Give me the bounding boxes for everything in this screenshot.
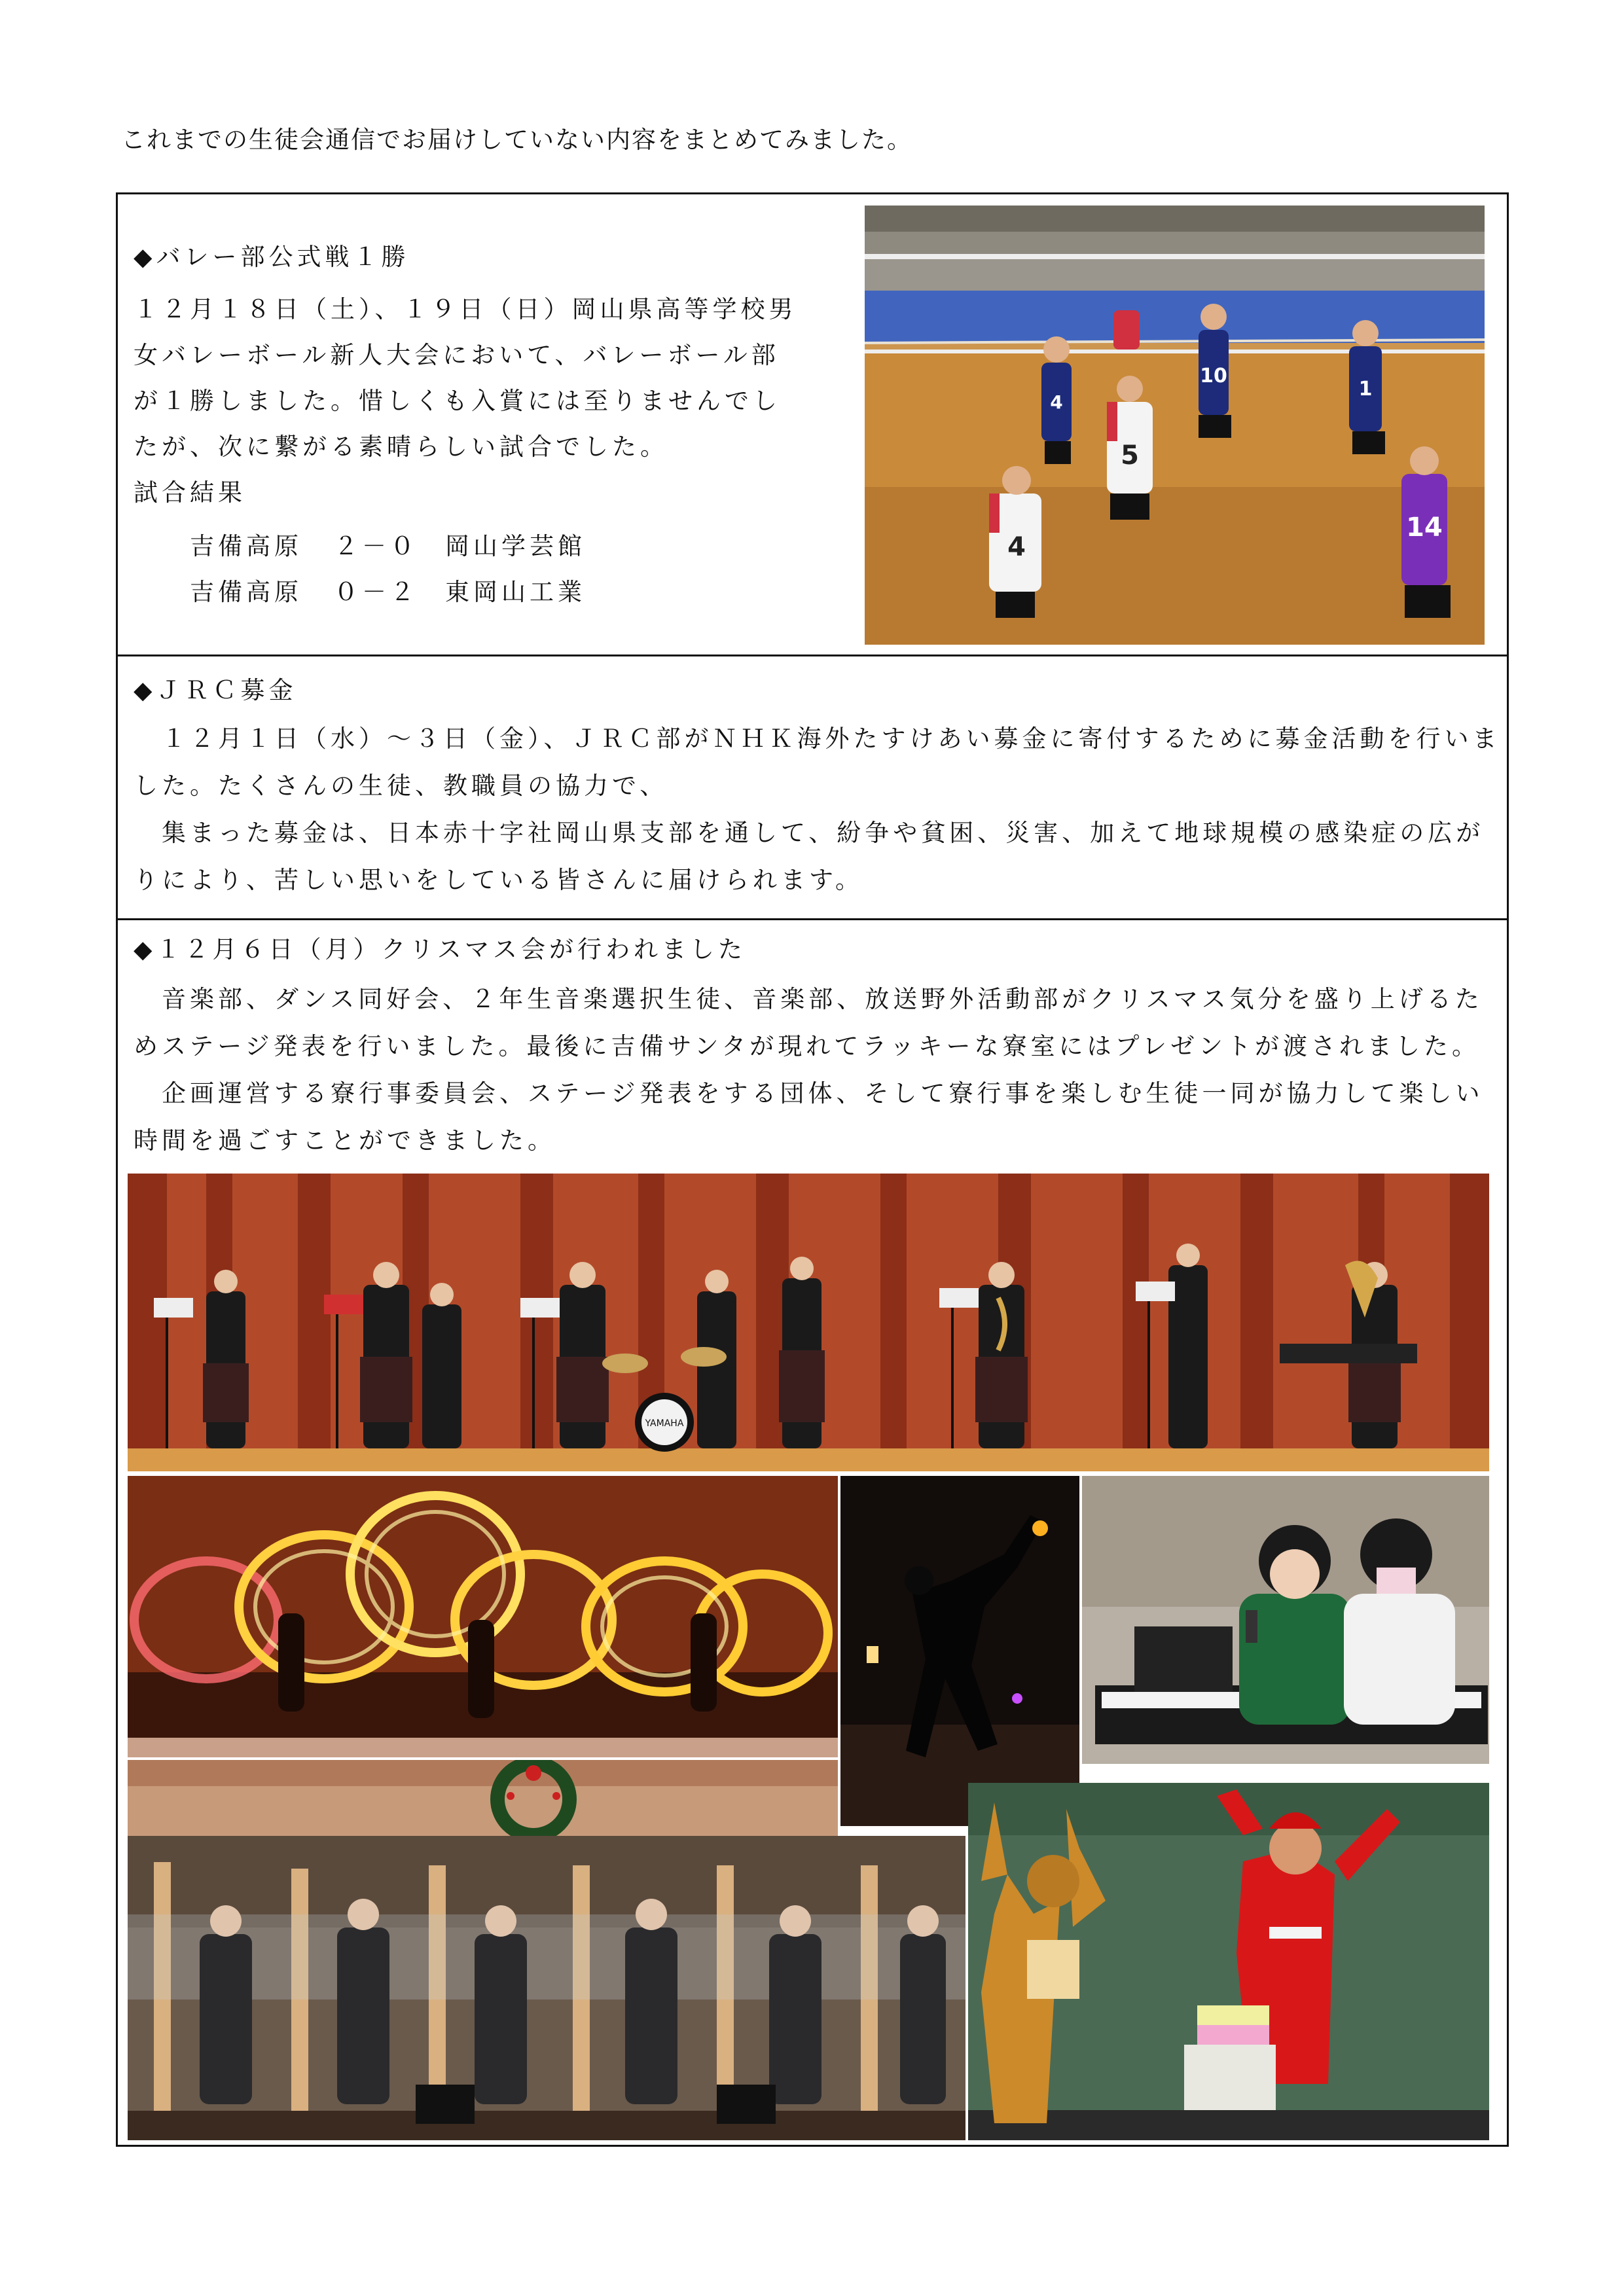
- volleyball-line-2: 女バレーボール新人大会において、バレーボール部: [134, 341, 780, 369]
- jersey-number-10: 10: [1200, 365, 1227, 387]
- section-divider: [118, 655, 1507, 656]
- jrc-line-1: １２月１日（水）～３日（金）、ＪＲＣ部がＮＨＫ海外たすけあい募金に寄付するために募金活動を行いま: [134, 725, 1501, 753]
- jersey-number-5: 5: [1121, 440, 1139, 471]
- volleyball-heading: ◆バレー部公式戦１勝: [134, 243, 410, 271]
- result-opponent: 東岡山工業: [445, 578, 586, 606]
- intro-text: これまでの生徒会通信でお届けしていない内容をまとめてみました。: [121, 126, 912, 154]
- jersey-number-14: 14: [1406, 512, 1443, 543]
- santa-photo: [968, 1783, 1489, 2140]
- christmas-heading: ◆１２月６日（月）クリスマス会が行われました: [134, 935, 746, 963]
- christmas-line-1: 音楽部、ダンス同好会、２年生音楽選択生徒、音楽部、放送野外活動部がクリスマス気分を盛り上げるた: [134, 985, 1483, 1013]
- light-dance-photo: [840, 1476, 1079, 1826]
- volleyball-line-4: たが、次に繋がる素晴らしい試合でした。: [134, 433, 668, 461]
- wreath-photo: [128, 1760, 838, 1845]
- jrc-heading: ◆ＪＲＣ募金: [134, 676, 297, 704]
- jrc-line-2: した。たくさんの生徒、教職員の協力で、: [134, 772, 668, 800]
- jrc-line-4: りにより、苦しい思いをしている皆さんに届けられます。: [134, 866, 864, 894]
- result-score: ０－２: [334, 578, 418, 606]
- piano-duo-photo: [1082, 1476, 1489, 1764]
- jersey-number-1: 1: [1358, 378, 1373, 401]
- results-label: 試合結果: [134, 478, 246, 507]
- result-team: 吉備高原: [190, 532, 302, 560]
- result-opponent: 岡山学芸館: [445, 532, 586, 560]
- christmas-line-4: 時間を過ごすことができました。: [134, 1126, 556, 1155]
- fire-dance-photo: [128, 1476, 838, 1757]
- volleyball-line-3: が１勝しました。惜しくも入賞には至りませんでし: [134, 387, 781, 415]
- music-stage-photo: [128, 1174, 1489, 1471]
- jrc-line-3: 集まった募金は、日本赤十字社岡山県支部を通して、紛争や貧困、災害、加えて地球規模の感染症の広が: [134, 819, 1485, 847]
- jersey-number-4b: 4: [1050, 391, 1063, 413]
- christmas-line-2: めステージ発表を行いました。最後に吉備サンタが現れてラッキーな寮室にはプレゼントが渡されました。: [134, 1032, 1480, 1060]
- christmas-line-3: 企画運営する寮行事委員会、ステージ発表をする団体、そして寮行事を楽しむ生徒一同が協力して楽しい: [134, 1079, 1484, 1107]
- choir-photo: [128, 1836, 965, 2140]
- drum-brand-label: YAMAHA: [645, 1418, 684, 1429]
- newsletter-table: [116, 192, 1509, 2147]
- result-score: ２－０: [334, 532, 418, 560]
- volleyball-photo: [865, 206, 1485, 645]
- section-divider: [118, 918, 1507, 920]
- volleyball-line-1: １２月１８日（土）、１９日（日）岡山県高等学校男: [134, 295, 797, 323]
- result-team: 吉備高原: [190, 578, 302, 606]
- jersey-number-4: 4: [1007, 532, 1026, 562]
